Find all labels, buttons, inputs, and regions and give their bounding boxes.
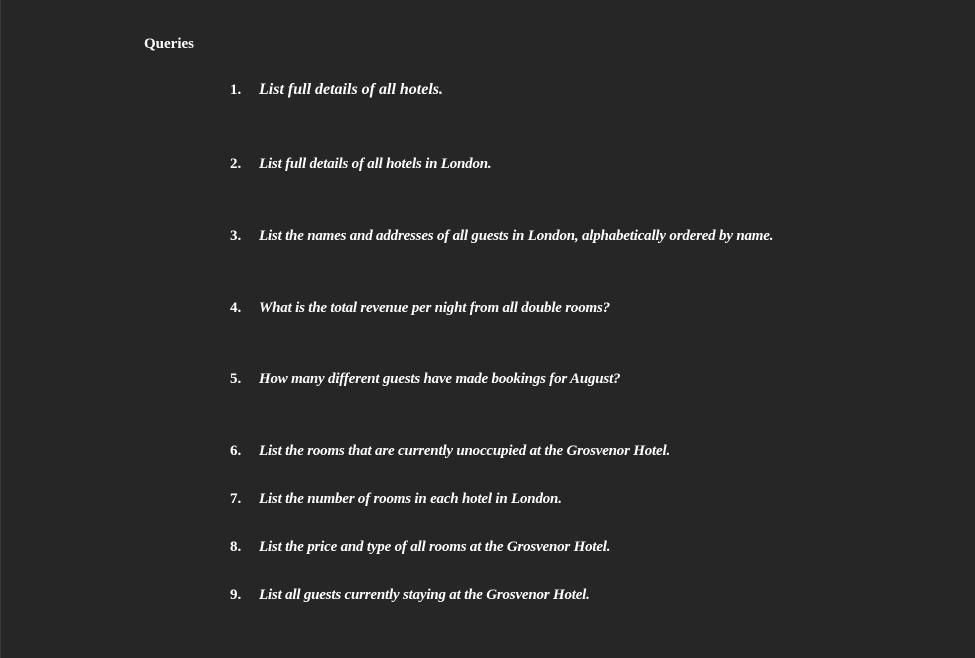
query-number: 8. bbox=[230, 539, 242, 555]
query-number: 5. bbox=[230, 371, 242, 387]
query-text: List full details of all hotels in London. bbox=[259, 156, 492, 172]
query-text: List full details of all hotels. bbox=[259, 81, 444, 98]
query-number: 2. bbox=[230, 156, 242, 172]
query-text: List all guests currently staying at the Grosvenor Hotel. bbox=[259, 587, 590, 603]
query-text: How many different guests have made bookings for August? bbox=[259, 371, 621, 387]
section-heading: Queries bbox=[144, 36, 194, 52]
query-number: 1. bbox=[230, 82, 242, 98]
query-number: 4. bbox=[230, 300, 242, 316]
query-text: List the names and addresses of all guests in London, alphabetically ordered by name. bbox=[259, 228, 774, 244]
page-left-border bbox=[0, 0, 1, 658]
query-number: 7. bbox=[230, 491, 242, 507]
query-text: What is the total revenue per night from all double rooms? bbox=[259, 300, 610, 316]
query-number: 3. bbox=[230, 228, 242, 244]
query-number: 9. bbox=[230, 587, 242, 603]
query-text: List the rooms that are currently unoccupied at the Grosvenor Hotel. bbox=[259, 443, 670, 459]
query-text: List the number of rooms in each hotel in London. bbox=[259, 491, 562, 507]
query-text: List the price and type of all rooms at the Grosvenor Hotel. bbox=[259, 539, 611, 555]
query-number: 6. bbox=[230, 443, 242, 459]
